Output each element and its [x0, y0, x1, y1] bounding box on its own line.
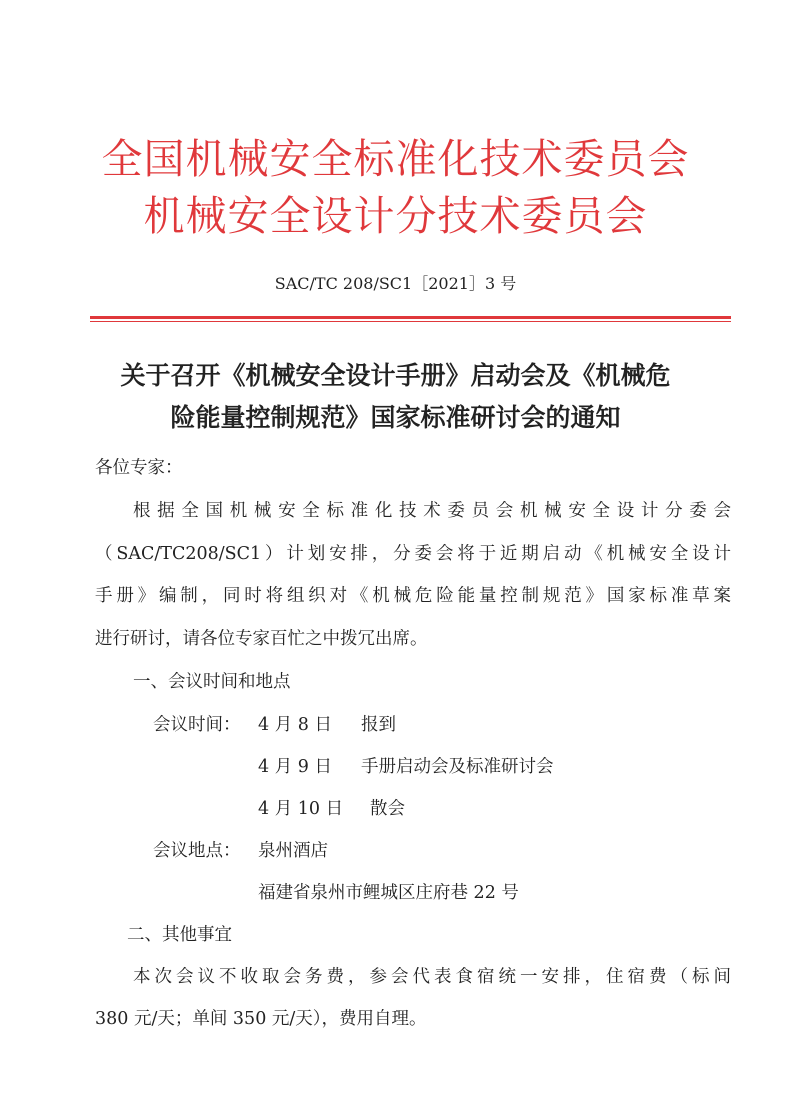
- section2-heading: 二、其他事宜: [127, 925, 232, 945]
- schedule-event: 报到: [361, 715, 396, 735]
- intro-paragraph-line: （SAC/TC208/SC1）计划安排，分委会将于近期启动《机械安全设计: [95, 544, 731, 564]
- meeting-venue-label: 会议地点：: [153, 841, 241, 861]
- document-number: SAC/TC 208/SC1［2021］3 号: [274, 274, 517, 293]
- header-divider-thin: [90, 321, 731, 322]
- org-name-line2: 机械安全设计分技术委员会: [143, 192, 648, 240]
- venue-name: 泉州酒店: [258, 841, 328, 861]
- schedule-date: 4 月 10 日: [258, 799, 344, 819]
- schedule-date: 4 月 9 日: [258, 757, 332, 777]
- meeting-time-label: 会议时间：: [153, 715, 241, 735]
- fee-paragraph-line: 380 元/天；单间 350 元/天），费用自理。: [95, 1009, 427, 1029]
- schedule-event: 手册启动会及标准研讨会: [361, 757, 554, 777]
- schedule-event: 散会: [370, 799, 405, 819]
- schedule-date: 4 月 8 日: [258, 715, 332, 735]
- intro-paragraph-line: 根据全国机械安全标准化技术委员会机械安全设计分委会: [133, 501, 731, 521]
- notice-title-line2: 险能量控制规范》国家标准研讨会的通知: [170, 403, 621, 432]
- notice-title-line1: 关于召开《机械安全设计手册》启动会及《机械危: [120, 361, 671, 390]
- header-divider-thick: [90, 316, 731, 319]
- intro-paragraph-line: 手册》编制，同时将组织对《机械危险能量控制规范》国家标准草案: [95, 586, 731, 606]
- salutation: 各位专家：: [95, 458, 183, 478]
- org-name-line1: 全国机械安全标准化技术委员会: [101, 135, 690, 183]
- intro-paragraph-line: 进行研讨，请各位专家百忙之中拨冗出席。: [95, 629, 428, 649]
- venue-address: 福建省泉州市鲤城区庄府巷 22 号: [258, 883, 519, 903]
- section1-heading: 一、会议时间和地点: [133, 672, 291, 692]
- fee-paragraph-line: 本次会议不收取会务费，参会代表食宿统一安排，住宿费（标间: [133, 967, 731, 987]
